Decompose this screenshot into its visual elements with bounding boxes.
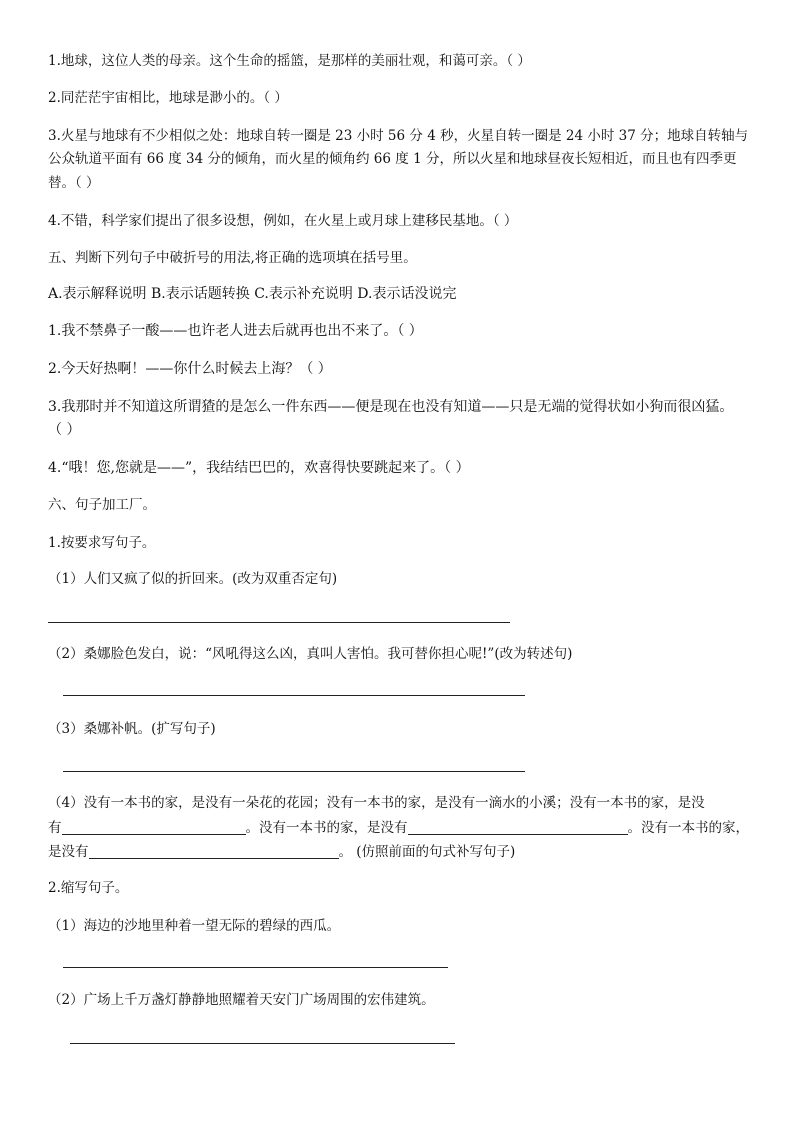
prompt-4-text-c: 。没有一本书的家， [627,820,749,836]
rewrite-prompt-4-line-3 [48,843,515,860]
answer-line-3[interactable] [63,771,525,772]
fill-blank-1[interactable] [62,819,246,835]
section-6-title: 六、句子加工厂。 [48,497,156,513]
rewrite-subsection-title: 1.按要求写句子。 [48,535,156,551]
judge-question-3-line-1: 3.火星与地球有不少相似之处：地球自转一圈是 23 小时 56 分 4 秒，火星自转一圈是 24 小时 37 分；地球自转轴与 [48,128,749,144]
dash-question-3-line-1: 3.我那时并不知道这所谓猹的是怎么一件东西——便是现在也没有知道——只是无端的觉得状如小狗而很凶猛。 [48,399,734,415]
answer-line-1[interactable] [48,622,510,623]
fill-blank-2[interactable] [408,819,628,835]
prompt-4-text-e: 。 (仿照前面的句式补写句子) [338,844,516,860]
prompt-4-text-d: 是没有 [48,844,89,860]
judge-question-3-line-2: 公众轨道平面有 66 度 34 分的倾角，而火星的倾角约 66 度 1 分，所以火星和地球昼夜长短相近，而且也有四季更 [48,151,737,167]
judge-question-2: 2.同茫茫宇宙相比，地球是渺小的。（ ） [48,90,288,106]
condense-prompt-1: （1）海边的沙地里种着一望无际的碧绿的西瓜。 [48,918,341,934]
dash-question-3-line-2: （ ） [48,422,81,438]
prompt-4-text-a: 有 [48,820,62,836]
dash-question-4: 4.“哦！您,您就是——”，我结结巴巴的，欢喜得快要跳起来了。（ ） [48,460,470,476]
prompt-4-text-b: 。没有一本书的家，是没有 [245,820,408,836]
fill-blank-3[interactable] [89,843,339,859]
dash-question-2: 2.今天好热啊！——你什么时候去上海？（ ） [48,361,332,377]
rewrite-prompt-4-line-2 [48,819,749,836]
answer-line-2[interactable] [63,695,525,696]
dash-question-1: 1.我不禁鼻子一酸——也许老人进去后就再也出不来了。（ ） [48,323,423,339]
dash-usage-options: A.表示解释说明 B.表示话题转换 C.表示补充说明 D.表示话没说完 [48,286,457,302]
judge-question-4: 4.不错，科学家们提出了很多设想，例如，在火星上或月球上建移民基地。（ ） [48,213,518,229]
rewrite-prompt-3: （3）桑娜补帆。(扩写句子) [48,721,216,737]
answer-line-4[interactable] [63,967,448,968]
rewrite-prompt-4-line-1: （4）没有一本书的家，是没有一朵花的花园；没有一本书的家，是没有一滴水的小溪；没有一本书的家，是没 [48,795,705,811]
section-5-title: 五、判断下列句子中破折号的用法,将正确的选项填在括号里。 [48,250,417,266]
answer-line-5[interactable] [70,1043,455,1044]
rewrite-prompt-1: （1）人们又疯了似的折回来。(改为双重否定句) [48,571,338,587]
rewrite-prompt-2: （2）桑娜脸色发白，说：“风吼得这么凶，真叫人害怕。我可替你担心呢!”(改为转述句) [48,646,573,662]
judge-question-1: 1.地球，这位人类的母亲。这个生命的摇篮，是那样的美丽壮观，和蔼可亲。（ ） [48,53,531,69]
condense-subsection-title: 2.缩写句子。 [48,880,129,896]
condense-prompt-2: （2）广场上千万盏灯静静地照耀着天安门广场周围的宏伟建筑。 [48,992,435,1008]
judge-question-3-line-3: 替。（ ） [48,175,100,191]
